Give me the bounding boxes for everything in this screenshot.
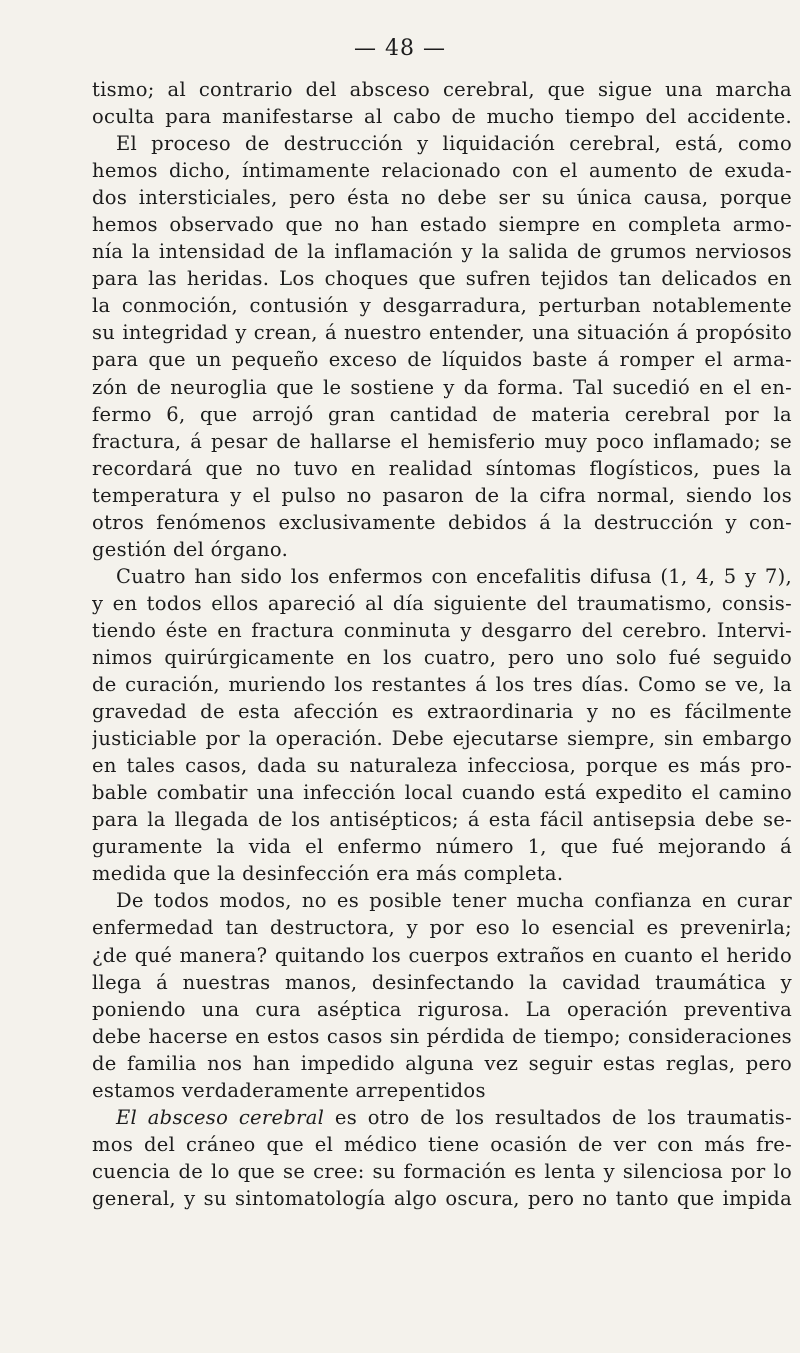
text-fragment: es otro de los resultados de los traumatis- [334,1105,792,1129]
text-line: guramente la vida el enfermo número 1, que fué mejorando á [92,835,792,859]
text-line: debe hacerse en estos casos sin pérdida de tiempo; consideraciones [92,1024,792,1048]
text-line: tiendo éste en fractura conminuta y desgarro del cerebro. Intervi- [92,618,792,642]
text-line: en tales casos, dada su naturaleza infecciosa, porque es más pro- [92,754,792,778]
paragraph-start-line: Cuatro han sido los enfermos con encefalitis difusa (1, 4, 5 y 7), [116,564,792,588]
text-line: general, y su sintomatología algo oscura, pero no tanto que impida [92,1186,792,1210]
text-line: tismo; al contrario del absceso cerebral, que sigue una marcha [92,78,792,101]
text-line: fractura, á pesar de hallarse el hemisferio muy poco inflamado; se [92,429,792,453]
text-line: otros fenómenos exclusivamente debidos á la destrucción y con- [92,510,792,534]
text-line: zón de neuroglia que le sostiene y da forma. Tal sucedió en el en- [92,375,792,399]
text-line: bable combatir una infección local cuando está expedito el camino [92,781,792,805]
text-line: recordará que no tuvo en realidad síntomas flogísticos, pues la [92,456,792,480]
text-line: ¿de qué manera? quitando los cuerpos extraños en cuanto el herido [92,943,792,967]
text-line: enfermedad tan destructora, y por eso lo esencial es prevenirla; [92,916,792,940]
text-line: llega á nuestras manos, desinfectando la cavidad traumática y [92,970,792,994]
text-line: gravedad de esta afección es extraordinaria y no es fácilmente [92,700,792,724]
text-line: y en todos ellos apareció al día siguiente del traumatismo, consis- [92,591,792,615]
body-text [92,76,792,1212]
text-line: de curación, muriendo los restantes á los tres días. Como se ve, la [92,673,792,697]
paragraph-end-line: gestión del órgano. [92,537,289,561]
text-line: hemos dicho, íntimamente relacionado con el aumento de exuda- [92,159,792,183]
text-line: justiciable por la operación. Debe ejecutarse siempre, sin embargo [92,727,792,751]
text-line: nimos quirúrgicamente en los cuatro, pero uno solo fué seguido [92,645,792,669]
text-line: poniendo una cura aséptica rigurosa. La operación preventiva [92,997,792,1021]
text-line: fermo 6, que arrojó gran cantidad de materia cerebral por la [92,402,792,426]
paragraph-end-line: estamos verdaderamente arrepentidos [92,1078,486,1102]
text-line: para que un pequeño exceso de líquidos baste á romper el arma- [92,348,792,372]
text-line: nía la intensidad de la inflamación y la salida de grumos nerviosos [92,240,792,264]
text-line: para las heridas. Los choques que sufren tejidos tan delicados en [92,267,792,291]
text-line: dos intersticiales, pero ésta no debe ser su única causa, porque [92,186,792,210]
section-heading-italic: El absceso cerebral [116,1105,325,1129]
text-line: hemos observado que no han estado siempre en completa armo- [92,213,792,237]
text-line: de familia nos han impedido alguna vez seguir estas reglas, pero [92,1051,792,1075]
text-line: oculta para manifestarse al cabo de mucho tiempo del accidente. [92,105,792,129]
text-line: cuencia de lo que se cree: su formación es lenta y silenciosa por lo [92,1159,792,1183]
paragraph-start-line: El proceso de destrucción y liquidación cerebral, está, como [116,132,792,156]
paragraph-start-line [92,1104,792,1131]
paragraph-start-line: De todos modos, no es posible tener mucha confianza en curar [116,889,792,913]
text-line: la conmoción, contusión y desgarradura, perturban notablemente [92,294,792,318]
text-line: mos del cráneo que el médico tiene ocasión de ver con más fre- [92,1132,792,1156]
text-line: para la llegada de los antisépticos; á esta fácil antisepsia debe se- [92,808,792,832]
page-number: — 48 — [354,36,446,61]
text-line: su integridad y crean, á nuestro entender, una situación á propósito [92,321,792,345]
text-line: temperatura y el pulso no pasaron de la cifra normal, siendo los [92,483,792,507]
paragraph-end-line: medida que la desinfección era más completa. [92,862,564,886]
